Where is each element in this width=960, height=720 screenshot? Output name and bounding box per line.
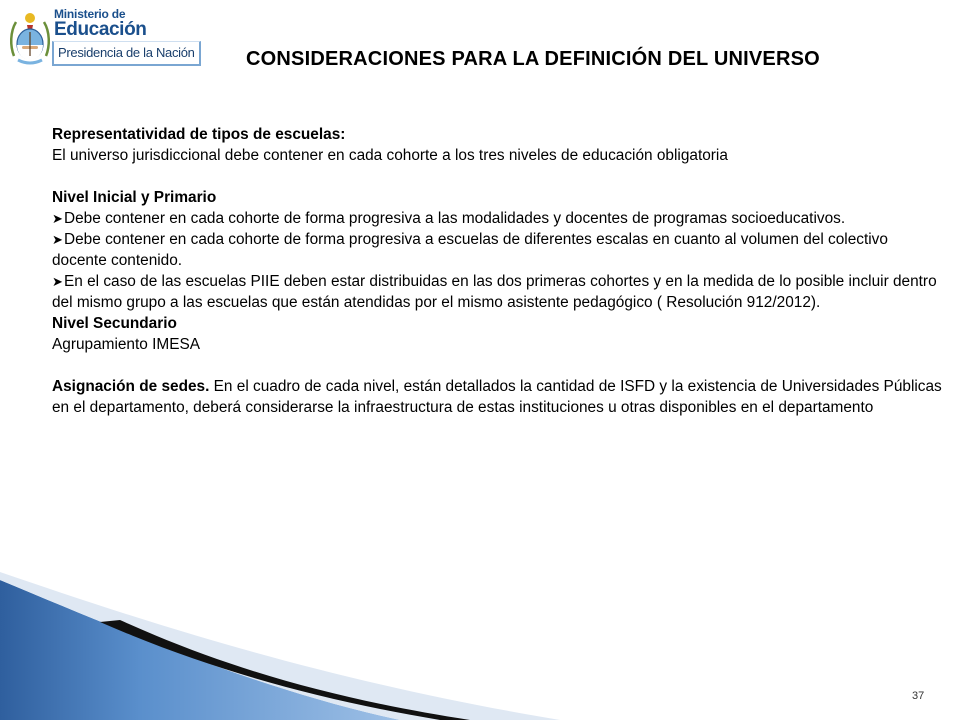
arrow-bullet-icon: ➤ <box>52 232 63 247</box>
logo-education-label: Educación <box>54 19 147 40</box>
spacer <box>52 355 942 376</box>
logo-ministry-label: Ministerio de <box>54 7 126 21</box>
spacer <box>52 166 942 187</box>
section-text-secundario: Agrupamiento IMESA <box>52 336 200 353</box>
bullet-text: Debe contener en cada cohorte de forma progresiva a escuelas de diferentes escalas en cuanto al volumen del colectivo docente contenido. <box>52 231 888 269</box>
section-sedes <box>52 376 942 418</box>
logo-presidency-label: Presidencia de la Nación <box>52 41 201 66</box>
section-heading-inicial: Nivel Inicial y Primario <box>52 189 217 206</box>
section-heading-secundario: Nivel Secundario <box>52 315 177 332</box>
section-text-representatividad: El universo jurisdiccional debe contener en cada cohorte a los tres niveles de educación obligatoria <box>52 147 728 164</box>
section-heading-sedes: Asignación de sedes. <box>52 378 210 395</box>
arrow-bullet-icon: ➤ <box>52 211 63 226</box>
ministry-logo <box>8 6 204 70</box>
arrow-bullet-icon: ➤ <box>52 274 63 289</box>
bullet-item <box>52 271 942 313</box>
page-title: CONSIDERACIONES PARA LA DEFINICIÓN DEL UNIVERSO <box>246 48 820 70</box>
bullet-item <box>52 208 942 229</box>
decorative-sweep <box>0 560 960 720</box>
bullet-item <box>52 229 942 271</box>
section-text-sedes: En el cuadro de cada nivel, están detallados la cantidad de ISFD y la existencia de Universidades Públicas en el departamento, deberá considerarse la infraestructura de estas instituciones u otras disponibles en el departamento <box>52 378 942 416</box>
coat-of-arms-icon <box>8 8 52 68</box>
page-number: 37 <box>912 690 925 702</box>
slide-content <box>52 124 942 418</box>
logo-text <box>54 6 204 70</box>
section-heading-representatividad: Representatividad de tipos de escuelas: <box>52 126 346 143</box>
bullet-text: Debe contener en cada cohorte de forma progresiva a las modalidades y docentes de programas socioeducativos. <box>64 210 846 227</box>
bullet-text: En el caso de las escuelas PIIE deben estar distribuidas en las dos primeras cohortes y en la medida de lo posible incluir dentro del mismo grupo a las escuelas que están atendidas por el mismo asistente pedagógico ( Resolución 912/2012). <box>52 273 937 311</box>
